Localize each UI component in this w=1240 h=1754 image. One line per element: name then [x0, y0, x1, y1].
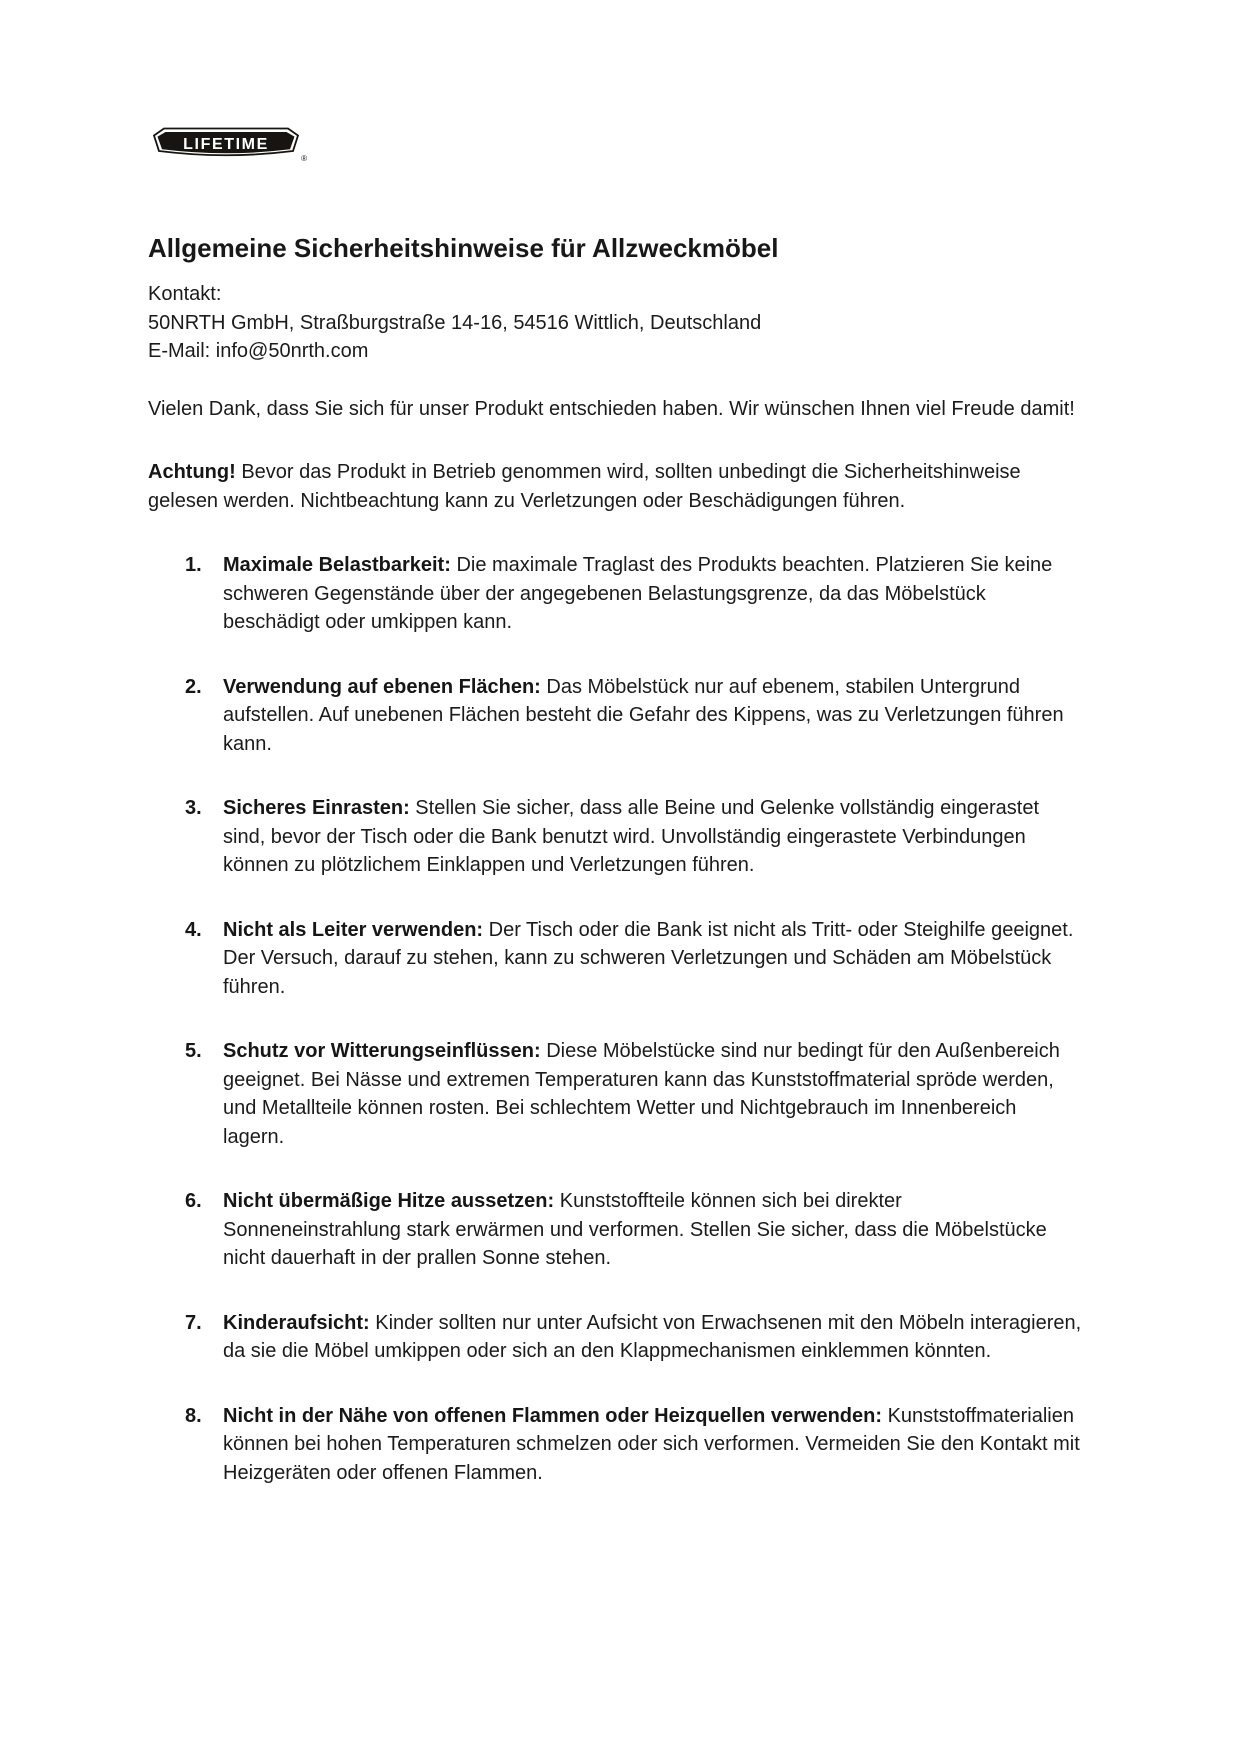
item-body — [223, 1037, 1083, 1151]
item-body — [223, 794, 1083, 880]
item-heading: Sicheres Einrasten: — [223, 797, 410, 819]
item-number: 1. — [185, 554, 202, 576]
item-number: 3. — [185, 797, 202, 819]
registered-trademark-icon: ® — [301, 154, 307, 163]
list-item — [148, 794, 1083, 880]
item-text: Die maximale Traglast des Produkts beachten. Platzieren Sie keine schweren Gegenstände über der angegebenen Belastungsgrenze, da das Möbelstück beschädigt oder umkippen kann. — [223, 554, 1053, 633]
contact-block — [148, 280, 1083, 366]
item-number: 4. — [185, 918, 202, 941]
item-text: Der Tisch oder die Bank ist nicht als Tritt- oder Steighilfe geeignet. Der Versuch, darauf zu stehen, kann zu schweren Verletzungen und Schäden am Möbelstück führen. — [223, 918, 1074, 998]
item-number: 8. — [185, 1404, 202, 1427]
item-number: 2. — [185, 675, 202, 698]
contact-address: 50NRTH GmbH, Straßburgstraße 14-16, 54516 Wittlich, Deutschland — [148, 311, 762, 334]
item-body — [223, 916, 1083, 1002]
item-number: 5. — [185, 1040, 202, 1062]
item-text: Diese Möbelstücke sind nur bedingt für den Außenbereich geeignet. Bei Nässe und extremen Temperaturen kann das Kunststoffmaterial spröde werden, und Metallteile können rosten. Bei schlechtem Wetter und Nichtgebrauch im Innenbereich lagern. — [223, 1040, 1060, 1148]
warning-text: Bevor das Produkt in Betrieb genommen wird, sollten unbedingt die Sicherheitshinweise gelesen werden. Nichtbeachtung kann zu Verletzungen oder Beschädigungen führen. — [148, 461, 1021, 512]
list-item — [148, 1187, 1083, 1273]
contact-label: Kontakt: — [148, 283, 222, 305]
list-item — [148, 673, 1083, 759]
item-heading: Maximale Belastbarkeit: — [223, 554, 451, 576]
item-text: Kinder sollten nur unter Aufsicht von Erwachsenen mit den Möbeln interagieren, da sie die Möbel umkippen oder sich an den Klappmechanismen einklemmen könnten. — [223, 1311, 1082, 1362]
item-number: 7. — [185, 1311, 202, 1334]
item-body — [223, 551, 1083, 637]
item-body — [223, 673, 1083, 759]
item-heading: Nicht übermäßige Hitze aussetzen: — [223, 1190, 555, 1212]
item-heading: Verwendung auf ebenen Flächen: — [223, 675, 541, 698]
list-item — [148, 551, 1083, 637]
item-body — [223, 1187, 1083, 1273]
warning-label: Achtung! — [148, 461, 236, 483]
item-body — [223, 1309, 1083, 1366]
list-item — [148, 916, 1083, 1002]
item-text: Kunststoffmaterialien können bei hohen Temperaturen schmelzen oder sich verformen. Vermeiden Sie den Kontakt mit Heizgeräten oder offenen Flammen. — [223, 1404, 1080, 1484]
item-body — [223, 1402, 1083, 1488]
list-item — [148, 1309, 1083, 1366]
list-item — [148, 1402, 1083, 1488]
contact-email: E-Mail: info@50nrth.com — [148, 340, 369, 362]
item-text: Das Möbelstück nur auf ebenem, stabilen Untergrund aufstellen. Auf unebenen Flächen besteht die Gefahr des Kippens, was zu Verletzungen führen kann. — [223, 675, 1064, 755]
intro-paragraph: Vielen Dank, dass Sie sich für unser Produkt entschieden haben. Wir wünschen Ihnen viel Freude damit! — [148, 397, 1075, 420]
warning-paragraph — [148, 458, 1083, 515]
page-title: Allgemeine Sicherheitshinweise für Allzweckmöbel — [148, 233, 779, 263]
item-heading: Kinderaufsicht: — [223, 1311, 370, 1334]
lifetime-logo — [152, 127, 307, 163]
lifetime-logo-text: LIFETIME — [183, 136, 269, 153]
list-item — [148, 1037, 1083, 1151]
lifetime-logo-badge — [152, 127, 300, 158]
item-number: 6. — [185, 1190, 202, 1212]
safety-instructions-list — [148, 551, 1083, 1487]
item-text: Kunststoffteile können sich bei direkter Sonneneinstrahlung stark erwärmen und verformen. Stellen Sie sicher, dass die Möbelstücke nicht dauerhaft in der prallen Sonne stehen. — [223, 1190, 1047, 1269]
item-text: Stellen Sie sicher, dass alle Beine und Gelenke vollständig eingerastet sind, bevor der Tisch oder die Bank benutzt wird. Unvollständig eingerastete Verbindungen können zu plötzlichem Einklappen und Verletzungen führen. — [223, 797, 1040, 876]
item-heading: Nicht in der Nähe von offenen Flammen oder Heizquellen verwenden: — [223, 1404, 883, 1427]
item-heading: Schutz vor Witterungseinflüssen: — [223, 1040, 541, 1062]
item-heading: Nicht als Leiter verwenden: — [223, 918, 484, 941]
